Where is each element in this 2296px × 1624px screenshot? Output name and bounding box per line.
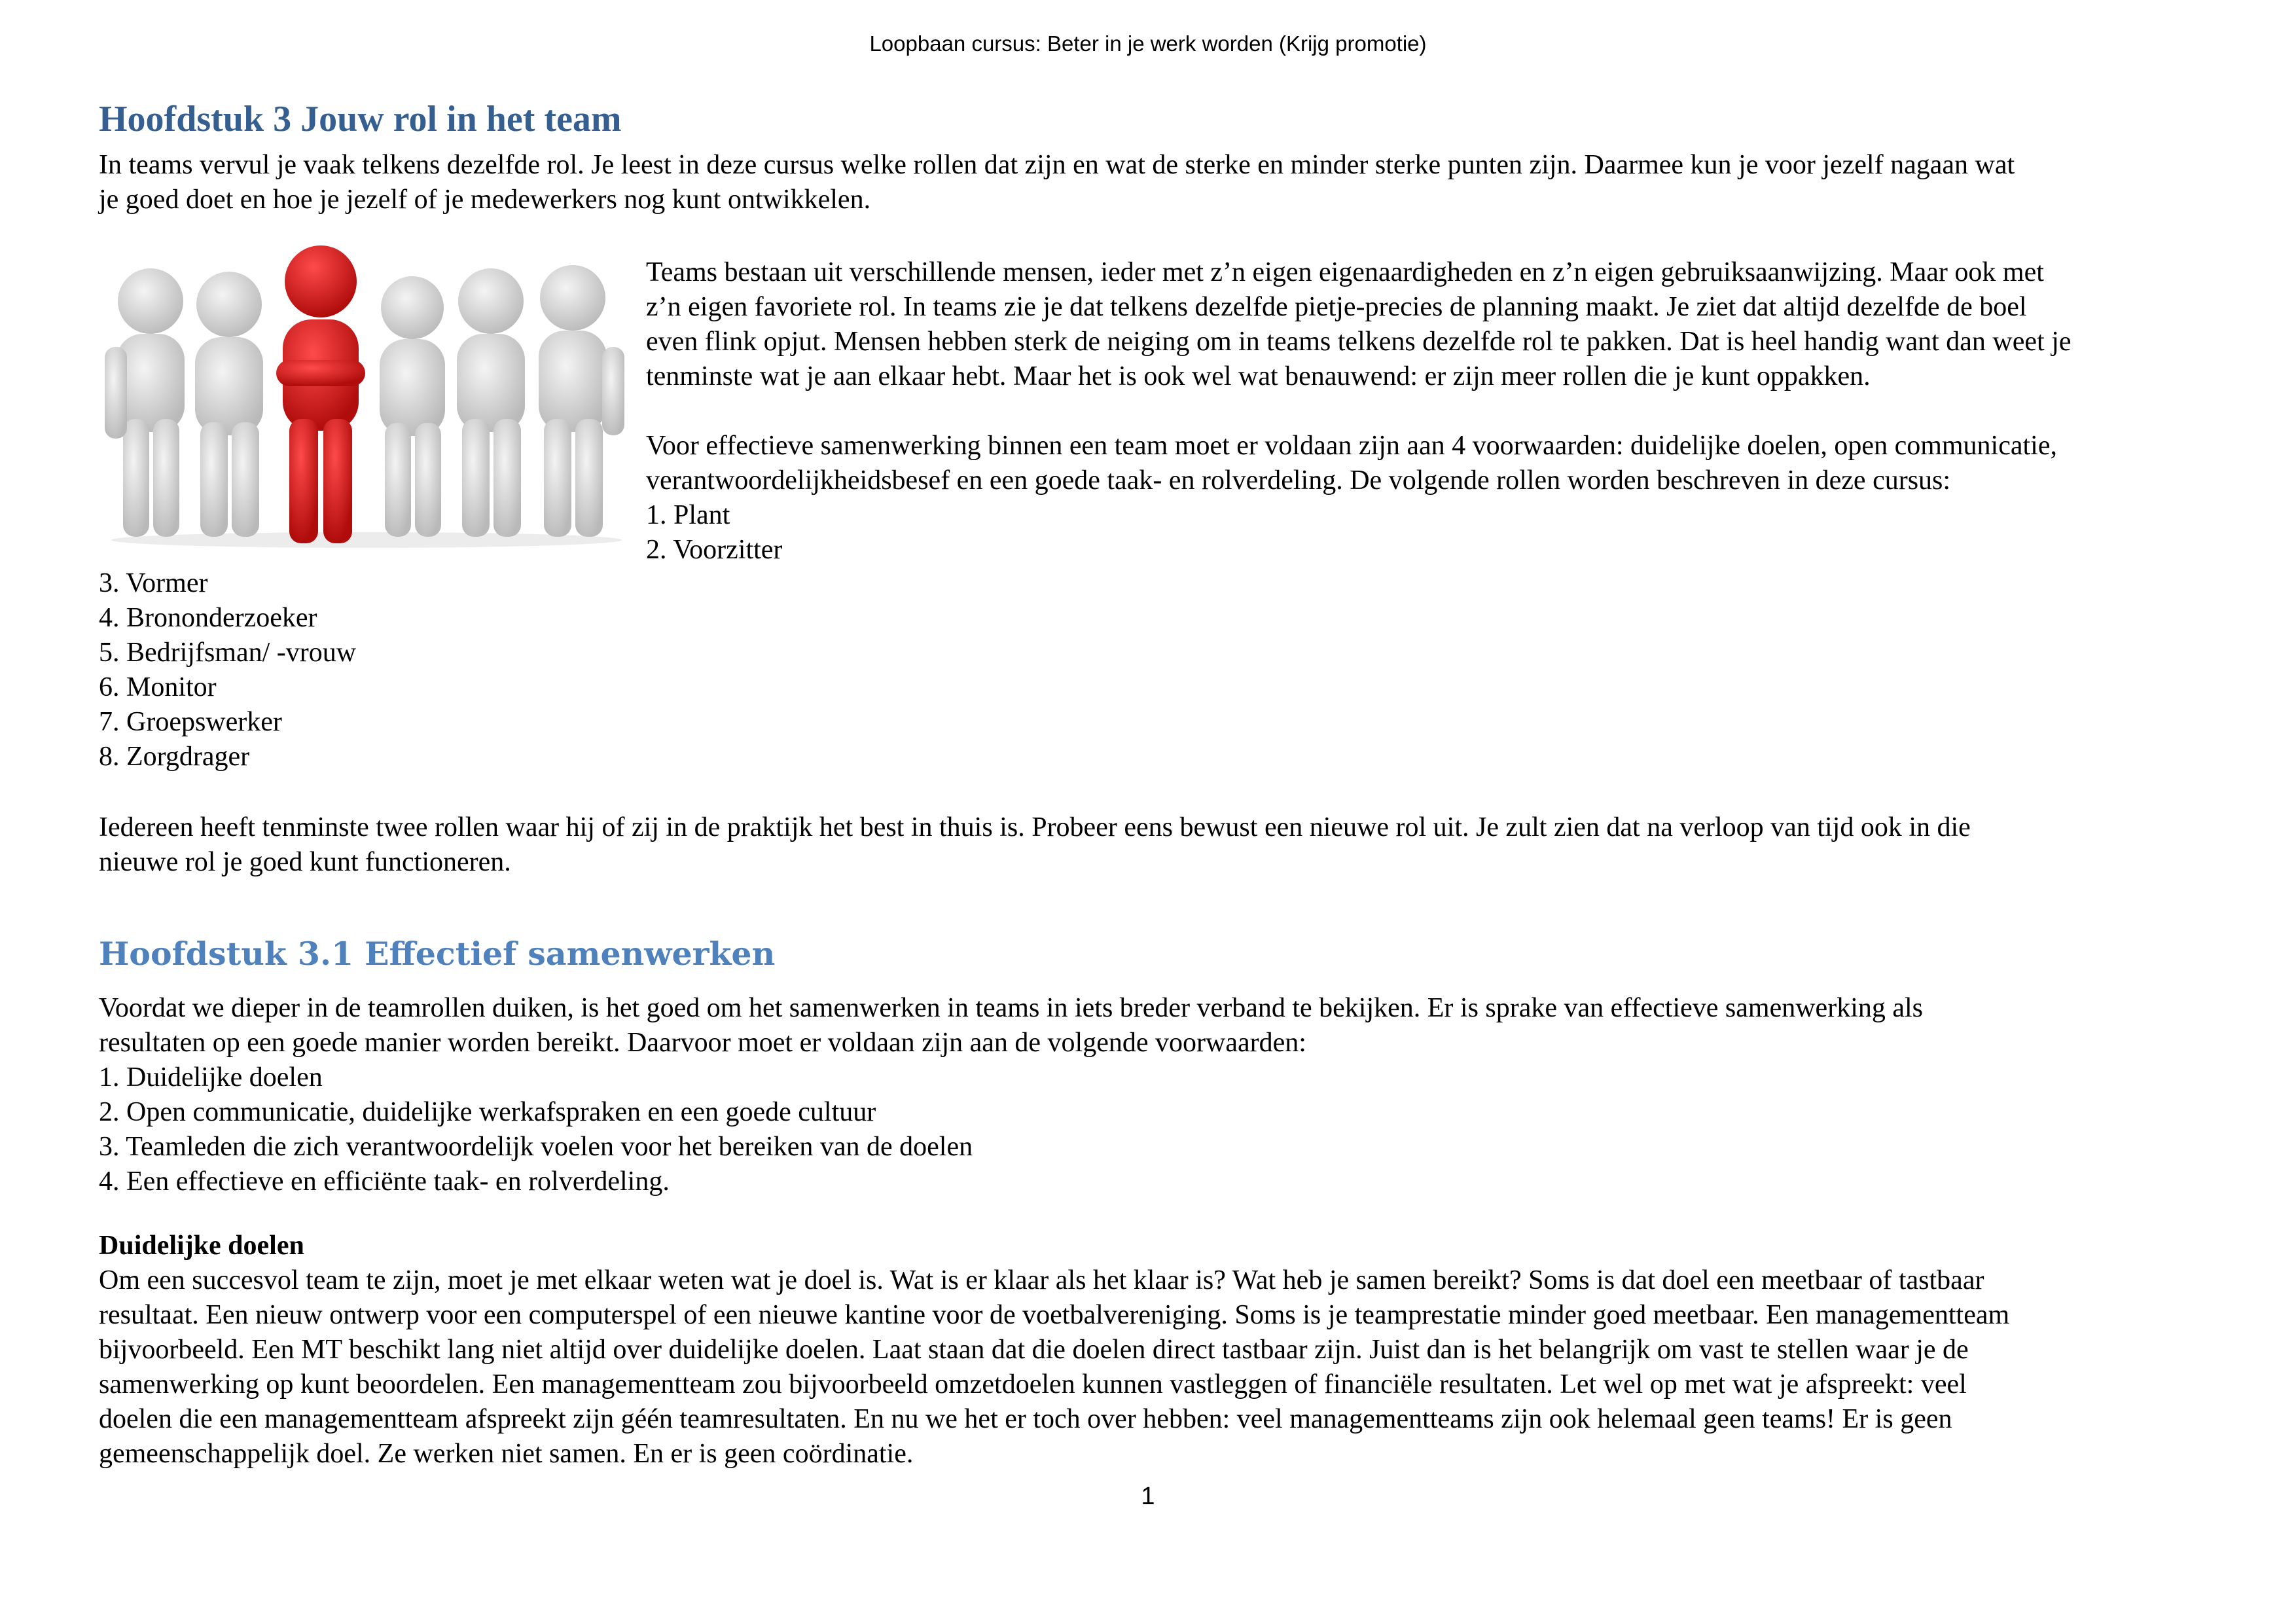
paragraph-line: Voor effectieve samenwerking binnen een team moet er voldaan zijn aan 4 voorwaarden: duidelijke doelen, open communicatie, (646, 431, 2057, 461)
chapter-3-1-title: Hoofdstuk 3.1 Effectief samenwerken (99, 935, 776, 973)
role-item: 3. Vormer (99, 568, 208, 598)
paragraph-line: z’n eigen favoriete rol. In teams zie je dat telkens dezelfde pietje-precies de planning maakt. Je ziet dat altijd dezelfde de boel (646, 292, 2027, 322)
condition-item: 1. Duidelijke doelen (99, 1062, 323, 1092)
paragraph-line: even flink opjut. Mensen hebben sterk de neiging om in teams telkens dezelfde rol te pakken. Dat is heel handig want dan weet je (646, 327, 2072, 357)
paragraph-line: doelen die een managementteam afspreekt zijn géén teamresultaten. En nu we het er toch over hebben: veel managementteams zijn ook helemaal geen teams! Er is geen (99, 1404, 1952, 1434)
role-item: 1. Plant (646, 500, 730, 530)
paragraph-line: Iedereen heeft tenminste twee rollen waar hij of zij in de praktijk het best in thuis is. Probeer eens bewust een nieuwe rol uit. Je zult zien dat na verloop van tijd ook in die (99, 812, 1971, 842)
condition-item: 2. Open communicatie, duidelijke werkafspraken en een goede cultuur (99, 1097, 876, 1127)
paragraph-line: gemeenschappelijk doel. Ze werken niet samen. En er is geen coördinatie. (99, 1439, 914, 1469)
goals-paragraph (99, 1263, 2009, 1471)
teams-paragraph (646, 255, 2217, 394)
condition-item: 4. Een effectieve en efficiënte taak- en rolverdeling. (99, 1166, 670, 1197)
role-item: 5. Bedrijfsman/ -vrouw (99, 638, 357, 668)
team-figures-icon (105, 242, 628, 550)
paragraph-line: resultaten op een goede manier worden bereikt. Daarvoor moet er voldaan zijn aan de volgende voorwaarden: (99, 1028, 1306, 1058)
paragraph-line: bijvoorbeeld. Een MT beschikt lang niet altijd over duidelijke doelen. Laat staan dat die doelen direct tastbaar zijn. Juist dan is het belangrijk om vast te stellen waar je de (99, 1335, 1969, 1365)
paragraph-line: resultaat. Een nieuw ontwerp voor een computerspel of een nieuwe kantine voor de voetbalvereniging. Soms is je teamprestatie minder goed meetbaar. Een managementteam (99, 1300, 2010, 1330)
role-item: 7. Groepswerker (99, 707, 282, 737)
closing-paragraph (99, 810, 1971, 880)
running-header: Loopbaan cursus: Beter in je werk worden (Krijg promotie) (869, 31, 1427, 56)
paragraph-line: nieuwe rol je goed kunt functioneren. (99, 847, 511, 877)
paragraph-line: Voordat we dieper in de teamrollen duiken, is het goed om het samenwerken in teams in iets breder verband te bekijken. Er is sprake van effectieve samenwerking als (99, 993, 1924, 1023)
roles-list (99, 566, 356, 774)
condition-item: 3. Teamleden die zich verantwoordelijk voelen voor het bereiken van de doelen (99, 1132, 973, 1162)
intro-line: In teams vervul je vaak telkens dezelfde rol. Je leest in deze cursus welke rollen dat zijn en wat de sterke en minder sterke punten zijn. Daarmee kun je voor jezelf nagaan wat (99, 150, 2015, 180)
chapter-3-1-intro (99, 991, 1923, 1199)
paragraph-line: verantwoordelijkheidsbesef en een goede taak- en rolverdeling. De volgende rollen worden beschreven in deze cursus: (646, 465, 1951, 496)
role-item: 8. Zorgdrager (99, 742, 250, 772)
paragraph-line: Teams bestaan uit verschillende mensen, ieder met z’n eigen eigenaardigheden en z’n eigen gebruiksaanwijzing. Maar ook met (646, 257, 2044, 287)
subheading-duidelijke-doelen: Duidelijke doelen (99, 1231, 304, 1261)
paragraph-line: samenwerking op kunt beoordelen. Een managementteam zou bijvoorbeeld omzetdoelen kunnen vastleggen of financiële resultaten. Let wel op met wat je afspreekt: veel (99, 1369, 1967, 1399)
chapter-3-title: Hoofdstuk 3 Jouw rol in het team (99, 99, 622, 139)
paragraph-line: tenminste wat je aan elkaar hebt. Maar het is ook wel wat benauwend: er zijn meer rollen die je kunt oppakken. (646, 361, 1871, 391)
paragraph-line: Om een succesvol team te zijn, moet je met elkaar weten wat je doel is. Wat is er klaar als het klaar is? Wat heb je samen bereikt? Soms is dat doel een meetbaar of tastbaar (99, 1265, 1984, 1295)
conditions-paragraph (646, 429, 2217, 568)
page-number: 1 (1141, 1483, 1155, 1510)
intro-line: je goed doet en hoe je jezelf of je medewerkers nog kunt ontwikkelen. (99, 185, 871, 215)
role-item: 2. Voorzitter (646, 535, 783, 565)
role-item: 6. Monitor (99, 672, 217, 702)
chapter-3-intro (99, 148, 2206, 217)
role-item: 4. Brononderzoeker (99, 603, 317, 633)
team-illustration (105, 242, 628, 550)
